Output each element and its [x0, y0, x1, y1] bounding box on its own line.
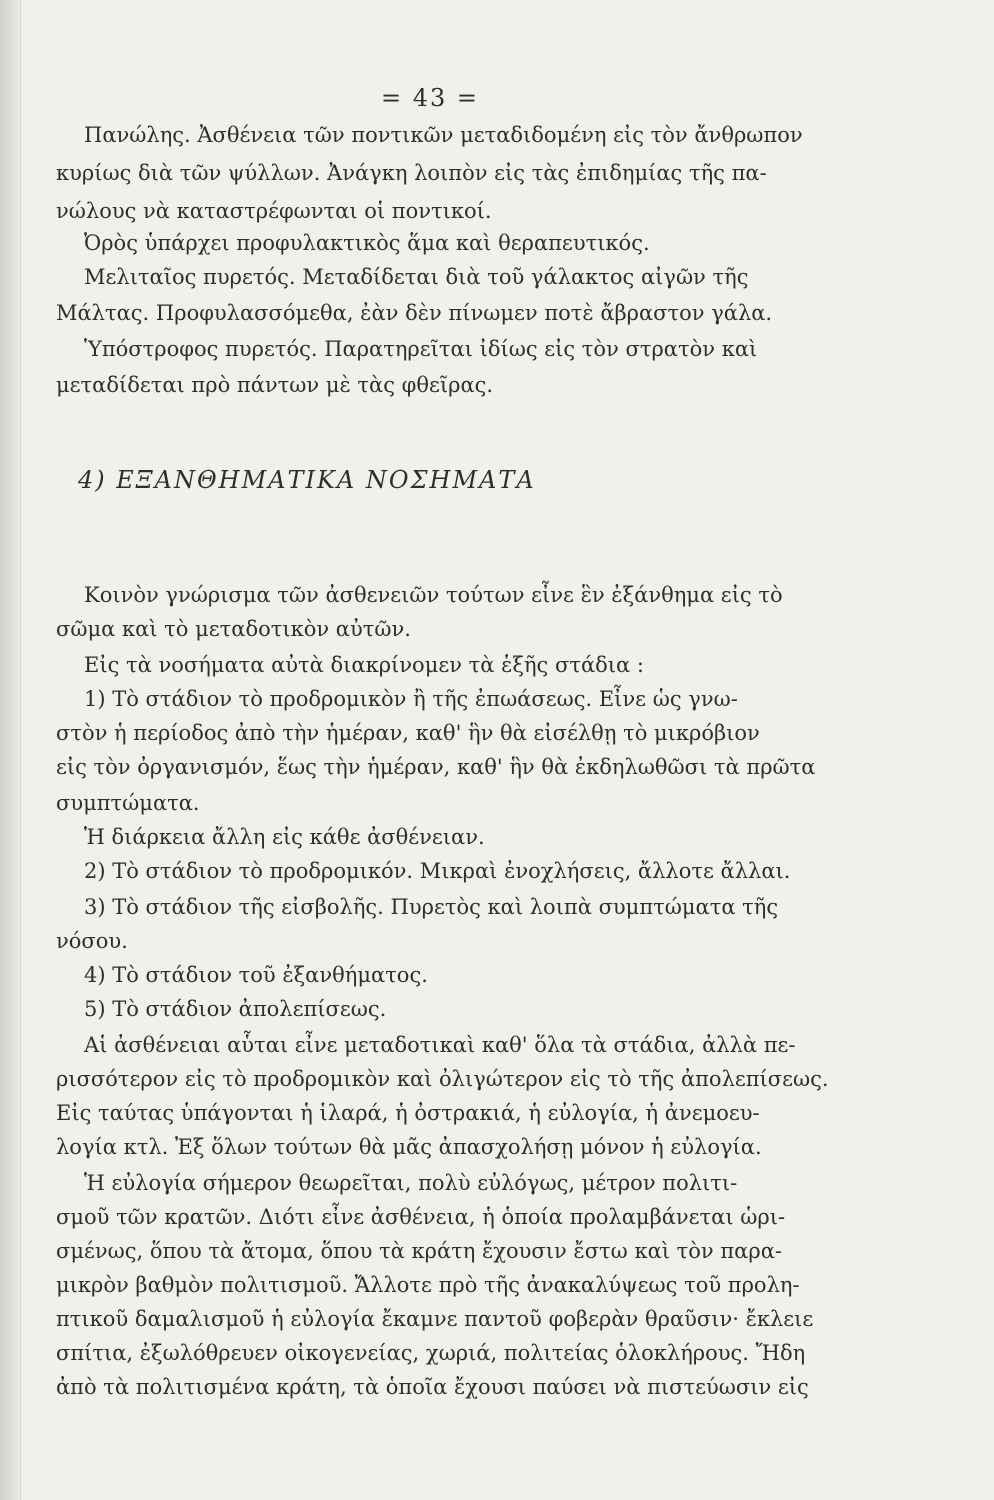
text-line: Εἰς τὰ νοσήματα αὐτὰ διακρίνομεν τὰ ἑξῆς στάδια : [84, 653, 644, 677]
page-number: = 43 = [380, 84, 479, 112]
text-line: κυρίως διὰ τῶν ψύλλων. Ἀνάγκη λοιπὸν εἰς τὰς ἐπιδημίας τῆς πα- [56, 161, 767, 185]
text-line: νόσου. [56, 929, 128, 953]
text-line: εἰς τὸν ὀργανισμόν, ἕως τὴν ἡμέραν, καθ' ἣν θὰ ἐκδηλωθῶσι τὰ πρῶτα [56, 755, 816, 779]
text-line: σμοῦ τῶν κρατῶν. Διότι εἶνε ἀσθένεια, ἡ ὁποία προλαμβάνεται ὡρι- [56, 1205, 786, 1229]
text-line: σῶμα καὶ τὸ μεταδοτικὸν αὐτῶν. [56, 617, 411, 641]
text-line: Εἰς ταύτας ὑπάγονται ἡ ἱλαρά, ἡ ὀστρακιά, ἡ εὐλογία, ἡ ἀνεμοευ- [56, 1101, 760, 1125]
text-line: σμένως, ὅπου τὰ ἄτομα, ὅπου τὰ κράτη ἔχουσιν ἔστω καὶ τὸν παρα- [56, 1239, 782, 1263]
text-line: 1) Τὸ στάδιον τὸ προδρομικὸν ἢ τῆς ἐπωάσεως. Εἶνε ὡς γνω- [84, 687, 738, 711]
text-line: σπίτια, ἐξωλόθρευεν οἰκογενείας, χωριά, πολιτείας ὁλοκλήρους. Ἤδη [56, 1341, 806, 1365]
text-line: Ὑπόστροφος πυρετός. Παρατηρεῖται ἰδίως εἰς τὸν στρατὸν καὶ [84, 337, 758, 361]
text-line: πτικοῦ δαμαλισμοῦ ἡ εὐλογία ἔκαμνε παντοῦ φοβερὰν θραῦσιν· ἔκλειε [56, 1307, 814, 1331]
text-line: Μάλτας. Προφυλασσόμεθα, ἐὰν δὲν πίνωμεν ποτὲ ἄβραστον γάλα. [56, 301, 773, 325]
text-line: μεταδίδεται πρὸ πάντων μὲ τὰς φθεῖρας. [56, 373, 494, 397]
text-line: Ὀρὸς ὑπάρχει προφυλακτικὸς ἅμα καὶ θεραπευτικός. [84, 231, 650, 255]
text-line: Ἡ εὐλογία σήμερον θεωρεῖται, πολὺ εὐλόγως, μέτρον πολιτι- [84, 1171, 738, 1195]
text-line: 3) Τὸ στάδιον τῆς εἰσβολῆς. Πυρετὸς καὶ λοιπὰ συμπτώματα τῆς [84, 895, 779, 919]
text-line: Πανώλης. Ἀσθένεια τῶν ποντικῶν μεταδιδομένη εἰς τὸν ἄνθρωπον [84, 123, 803, 147]
text-line: Μελιταῖος πυρετός. Μεταδίδεται διὰ τοῦ γάλακτος αἰγῶν τῆς [84, 265, 749, 289]
text-line: στὸν ἡ περίοδος ἀπὸ τὴν ἡμέραν, καθ' ἣν θὰ εἰσέλθῃ τὸ μικρόβιον [56, 721, 760, 745]
text-line: 2) Τὸ στάδιον τὸ προδρομικόν. Μικραὶ ἐνοχλήσεις, ἄλλοτε ἄλλαι. [84, 859, 791, 883]
text-line: 4) Τὸ στάδιον τοῦ ἐξανθήματος. [84, 963, 428, 987]
text-line: 5) Τὸ στάδιον ἀπολεπίσεως. [84, 997, 387, 1021]
text-line: ρισσότερον εἰς τὸ προδρομικὸν καὶ ὀλιγώτερον εἰς τὸ τῆς ἀπολεπίσεως. [56, 1067, 829, 1091]
text-line: Κοινὸν γνώρισμα τῶν ἀσθενειῶν τούτων εἶνε ἓν ἐξάνθημα εἰς τὸ [84, 583, 783, 607]
text-line: νώλους νὰ καταστρέφωνται οἱ ποντικοί. [56, 199, 492, 223]
text-line: λογία κτλ. Ἐξ ὅλων τούτων θὰ μᾶς ἀπασχολήσῃ μόνον ἡ εὐλογία. [56, 1135, 762, 1159]
text-line: μικρὸν βαθμὸν πολιτισμοῦ. Ἄλλοτε πρὸ τῆς ἀνακαλύψεως τοῦ προλη- [56, 1273, 800, 1297]
section-heading: 4) ΕΞΑΝΘΗΜΑΤΙΚΑ ΝΟΣΗΜΑΤΑ [78, 466, 536, 494]
text-line: συμπτώματα. [56, 791, 200, 815]
text-line: Αἱ ἀσθένειαι αὗται εἶνε μεταδοτικαὶ καθ' ὅλα τὰ στάδια, ἀλλὰ πε- [84, 1033, 796, 1057]
text-line: ἀπὸ τὰ πολιτισμένα κράτη, τὰ ὁποῖα ἔχουσι παύσει νὰ πιστεύωσιν εἰς [56, 1375, 809, 1399]
text-line: Ἡ διάρκεια ἄλλη εἰς κάθε ἀσθένειαν. [84, 825, 485, 849]
